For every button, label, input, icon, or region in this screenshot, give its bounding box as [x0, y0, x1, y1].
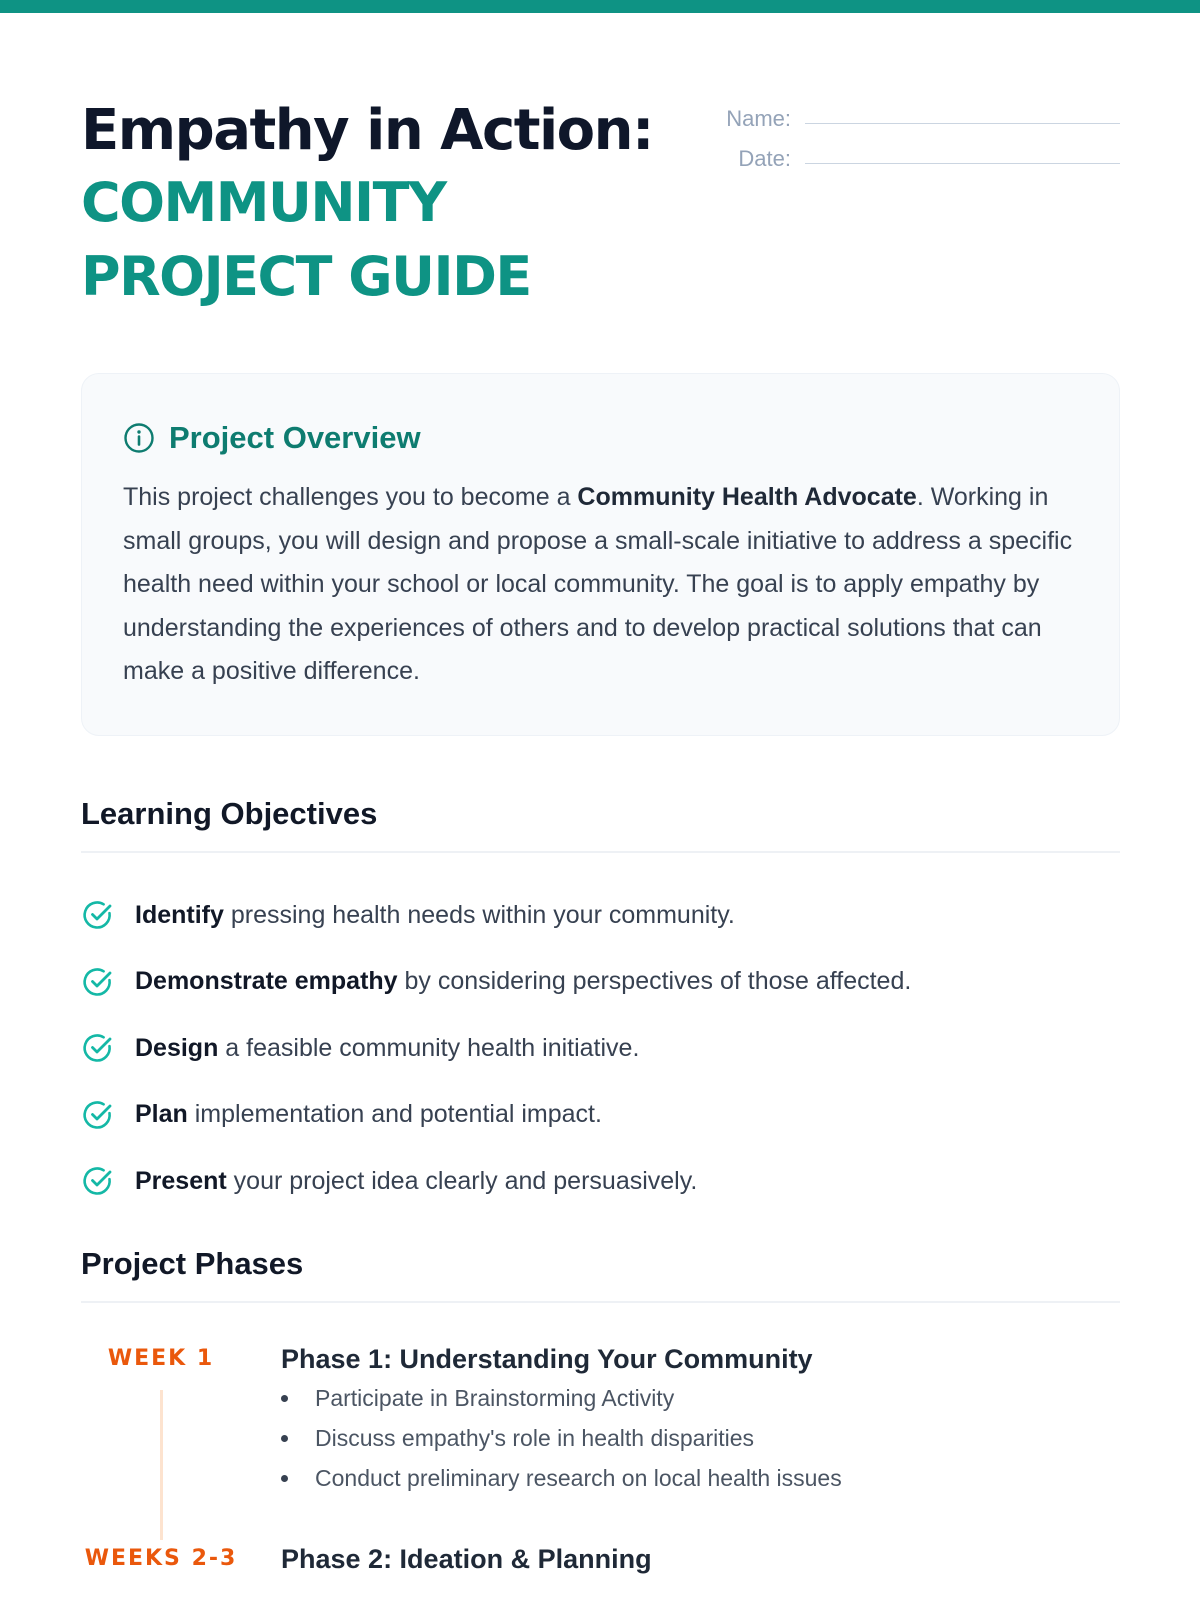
task-text: Discuss empathy's role in health disparities — [315, 1424, 755, 1451]
phase-task-list — [281, 1378, 842, 1498]
objective-text — [135, 1034, 639, 1063]
objective-description: pressing health needs within your community. — [223, 900, 735, 929]
bullet-icon — [281, 1475, 288, 1482]
info-circle-icon — [123, 422, 155, 454]
objective-item — [81, 949, 1120, 1016]
objective-keyword: Demonstrate empathy — [135, 967, 398, 996]
overview-header — [123, 414, 1079, 462]
name-row — [701, 94, 1120, 134]
check-circle-icon — [81, 1164, 115, 1198]
name-line — [805, 101, 1120, 124]
check-circle-icon — [81, 1031, 115, 1065]
objective-keyword: Design — [135, 1033, 219, 1062]
date-label: Date: — [738, 146, 791, 171]
title-block — [81, 96, 721, 314]
objective-text — [135, 901, 735, 930]
bullet-icon — [281, 1395, 288, 1402]
project-phases-heading: Project Phases — [81, 1246, 304, 1281]
objective-description: your project idea clearly and persuasively. — [226, 1166, 698, 1195]
timeline-connector — [160, 1390, 163, 1540]
title-sub-1: COMMUNITY — [81, 171, 446, 234]
week-label: WEEKS 2-3 — [84, 1546, 238, 1571]
phases-divider — [81, 1301, 1120, 1303]
objective-keyword: Present — [135, 1166, 227, 1195]
task-text: Participate in Brainstorming Activity — [315, 1384, 675, 1411]
phase-title: Phase 2: Ideation & Planning — [281, 1544, 652, 1574]
objective-keyword: Plan — [135, 1100, 188, 1129]
check-circle-icon — [81, 1098, 115, 1132]
overview-highlight: Community Health Advocate — [577, 483, 917, 511]
week-label: WEEK 1 — [107, 1346, 215, 1371]
title-main: Empathy in Action: — [81, 98, 653, 163]
objectives-list — [81, 882, 1120, 1215]
top-accent-bar — [0, 0, 1200, 13]
title-sub-2: PROJECT GUIDE — [81, 245, 531, 308]
phase-task — [281, 1378, 842, 1418]
learning-objectives-heading: Learning Objectives — [81, 796, 378, 831]
objective-text — [135, 1100, 602, 1129]
overview-text — [123, 476, 1079, 694]
check-circle-icon — [81, 898, 115, 932]
overview-text-start: This project challenges you to become a — [123, 483, 578, 511]
overview-text-end: . Working in small groups, you will design and propose a small-scale initiative to address a specific health need within your school or local community. The goal is to apply empathy by understanding the experiences of others and to develop practical solutions that can make a positive difference. — [123, 483, 1073, 685]
objective-keyword: Identify — [135, 900, 224, 929]
overview-title: Project Overview — [169, 420, 421, 455]
objective-description: by considering perspectives of those affected. — [397, 967, 912, 996]
objective-text — [135, 967, 911, 996]
task-text: Conduct preliminary research on local health issues — [315, 1464, 842, 1491]
phase-task — [281, 1418, 842, 1458]
bullet-icon — [281, 1435, 288, 1442]
phase-title: Phase 1: Understanding Your Community — [281, 1344, 813, 1374]
objective-description: a feasible community health initiative. — [218, 1033, 640, 1062]
name-date-fields — [701, 94, 1120, 174]
objectives-divider — [81, 851, 1120, 853]
project-overview-card — [81, 373, 1120, 736]
name-label: Name: — [726, 106, 791, 131]
date-line — [805, 141, 1120, 164]
objective-item — [81, 882, 1120, 949]
objective-item — [81, 1148, 1120, 1215]
objective-item — [81, 1015, 1120, 1082]
date-row — [701, 134, 1120, 174]
check-circle-icon — [81, 965, 115, 999]
phase-task — [281, 1458, 842, 1498]
objective-text — [135, 1167, 697, 1196]
objective-description: implementation and potential impact. — [187, 1100, 602, 1129]
objective-item — [81, 1082, 1120, 1149]
